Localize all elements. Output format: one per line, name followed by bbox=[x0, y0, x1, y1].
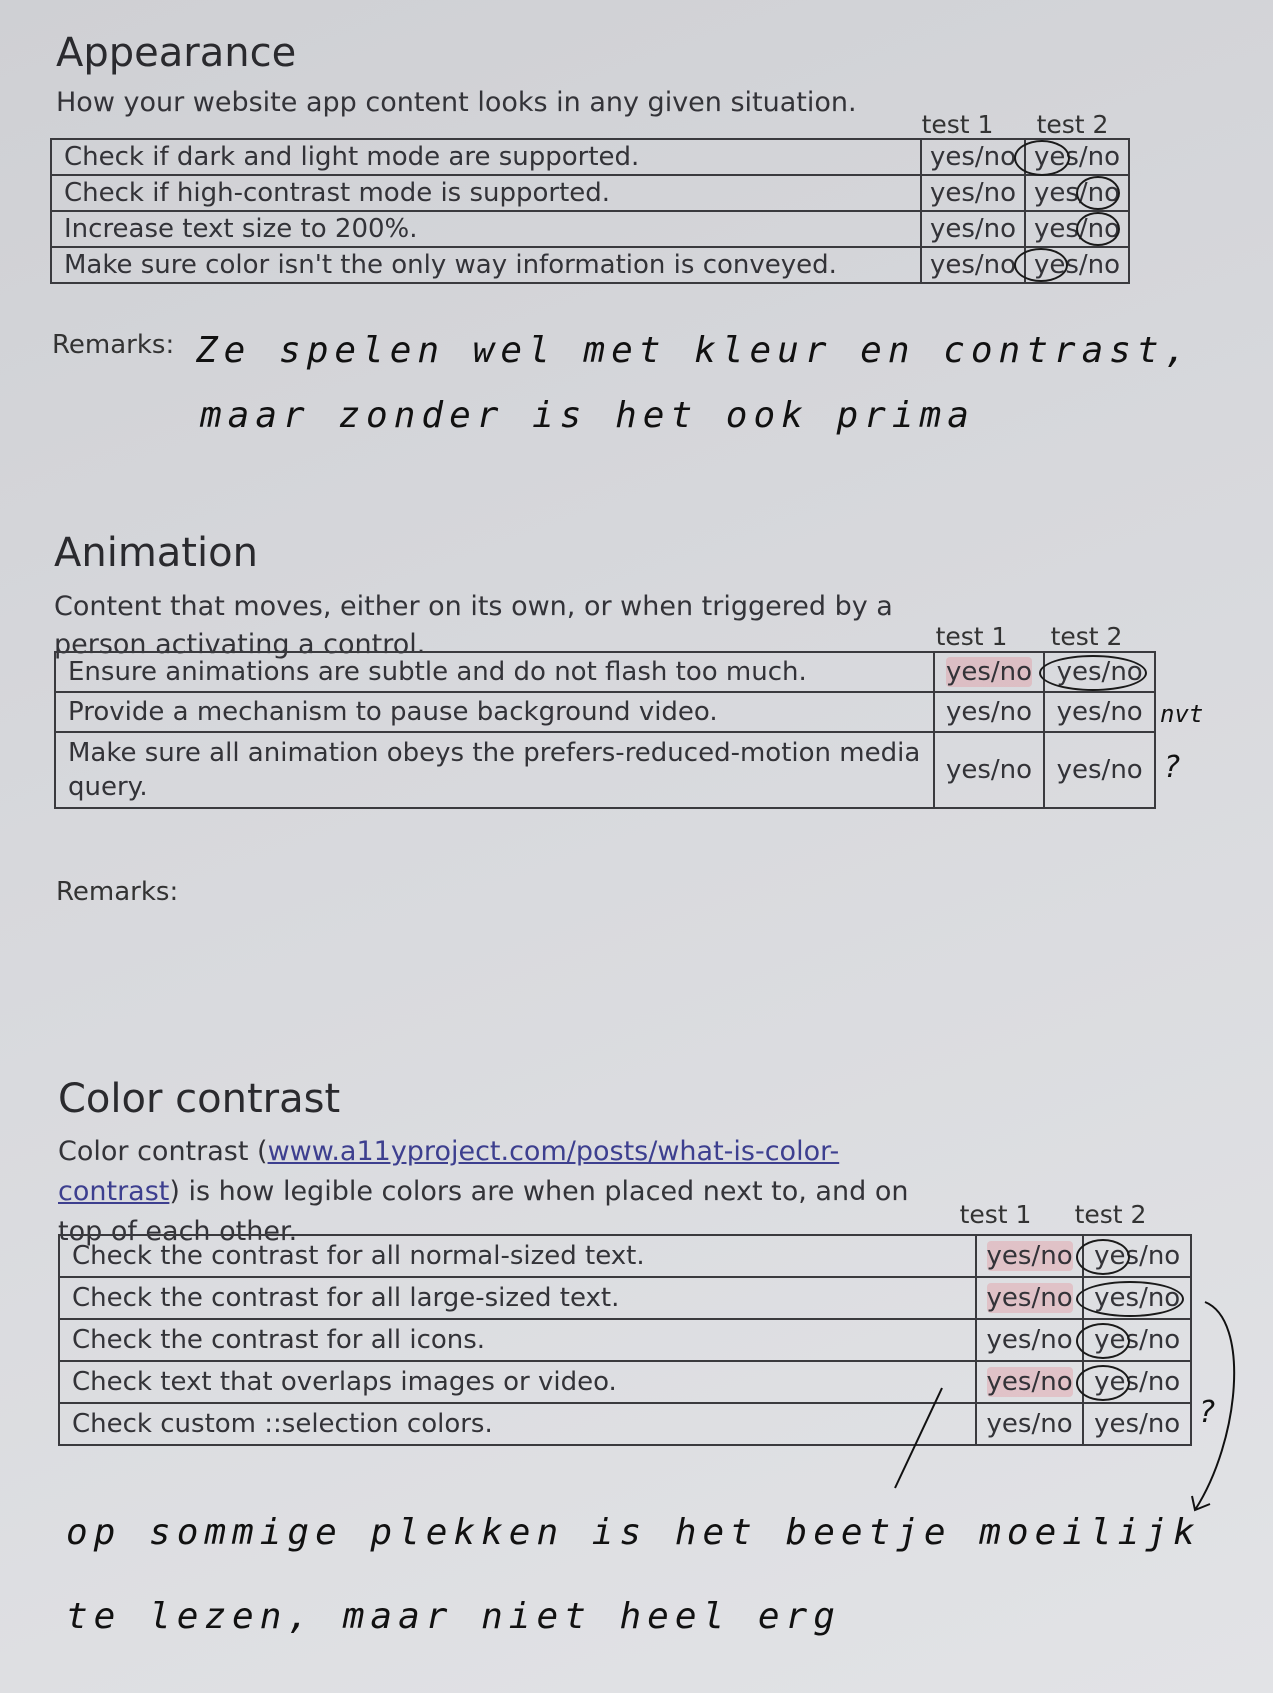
test2-answer[interactable] bbox=[1025, 247, 1129, 283]
handwritten-note-nvt: nvt bbox=[1160, 700, 1204, 728]
test2-answer[interactable] bbox=[1083, 1361, 1191, 1403]
check-text: Check if dark and light mode are supported. bbox=[51, 139, 921, 175]
handwritten-remark-line1: Ze spelen wel met kleur en contrast, bbox=[196, 330, 1193, 371]
handwritten-remark-line1: op sommige plekken is het beetje moeilijk bbox=[66, 1512, 1201, 1553]
check-text: Check the contrast for all normal-sized text. bbox=[59, 1235, 976, 1277]
test1-answer[interactable]: yes/no bbox=[921, 175, 1025, 211]
test2-value: yes/no bbox=[1033, 214, 1121, 244]
test1-value: yes/no bbox=[986, 1367, 1073, 1397]
appearance-title: Appearance bbox=[56, 30, 297, 76]
table-row bbox=[59, 1361, 1191, 1403]
test1-answer[interactable] bbox=[976, 1361, 1084, 1403]
test1-answer[interactable] bbox=[934, 652, 1045, 692]
test1-answer[interactable]: yes/no bbox=[934, 732, 1045, 808]
handwritten-note-question: ? bbox=[1198, 1395, 1217, 1430]
a11y-project-link[interactable]: www.a11yproject.com/posts/what-is-color-contrast bbox=[58, 1136, 840, 1207]
check-text: Check if high-contrast mode is supported. bbox=[51, 175, 921, 211]
test1-answer[interactable]: yes/no bbox=[976, 1319, 1084, 1361]
test2-answer[interactable]: yes/no bbox=[1044, 732, 1155, 808]
animation-description-line2: person activating a control. bbox=[54, 629, 426, 660]
table-row bbox=[51, 247, 1129, 283]
test1-answer[interactable]: yes/no bbox=[921, 247, 1025, 283]
test1-answer[interactable]: yes/no bbox=[921, 139, 1025, 175]
animation-section bbox=[54, 530, 893, 664]
test2-value: yes/no bbox=[1056, 657, 1143, 687]
test2-answer[interactable] bbox=[1025, 175, 1129, 211]
handwritten-remark-line2: te lezen, maar niet heel erg bbox=[66, 1596, 841, 1637]
animation-title: Animation bbox=[54, 530, 258, 576]
test1-answer[interactable]: yes/no bbox=[921, 211, 1025, 247]
appearance-section bbox=[56, 30, 857, 122]
description-suffix: ) is how legible colors are when placed next to, and on top of each other. bbox=[58, 1176, 909, 1247]
color-contrast-table bbox=[58, 1234, 1192, 1446]
table-row bbox=[59, 1403, 1191, 1445]
test2-answer[interactable] bbox=[1025, 139, 1129, 175]
test2-answer[interactable] bbox=[1083, 1319, 1191, 1361]
table-row bbox=[55, 652, 1155, 692]
test2-header: test 2 bbox=[1050, 622, 1123, 651]
animation-description-line1: Content that moves, either on its own, or when triggered by a bbox=[54, 591, 893, 622]
test2-header: test 2 bbox=[1036, 110, 1109, 139]
table-row bbox=[59, 1235, 1191, 1277]
test1-answer[interactable] bbox=[976, 1235, 1084, 1277]
arrow-head bbox=[1192, 1496, 1210, 1510]
check-text: Provide a mechanism to pause background video. bbox=[55, 692, 934, 732]
test2-value: yes/no bbox=[1033, 142, 1121, 172]
test1-value: yes/no bbox=[986, 1241, 1073, 1271]
handwritten-note-question: ? bbox=[1163, 750, 1182, 785]
check-text: Check text that overlaps images or video. bbox=[59, 1361, 976, 1403]
table-row bbox=[55, 732, 1155, 808]
table-row bbox=[59, 1277, 1191, 1319]
check-text: Check the contrast for all large-sized text. bbox=[59, 1277, 976, 1319]
animation-remarks-label: Remarks: bbox=[56, 877, 179, 907]
test2-answer[interactable] bbox=[1025, 211, 1129, 247]
handwritten-remark-line2: maar zonder is het ook prima bbox=[200, 395, 975, 436]
test2-value: yes/no bbox=[1033, 250, 1121, 280]
test2-header: test 2 bbox=[1074, 1200, 1147, 1229]
test1-answer[interactable]: yes/no bbox=[934, 692, 1045, 732]
check-text: Check the contrast for all icons. bbox=[59, 1319, 976, 1361]
color-contrast-title: Color contrast bbox=[58, 1076, 341, 1122]
test2-value: yes/no bbox=[1094, 1325, 1181, 1355]
animation-table bbox=[54, 651, 1156, 809]
appearance-test-headers bbox=[900, 110, 1130, 139]
test2-answer[interactable] bbox=[1083, 1235, 1191, 1277]
test2-answer[interactable] bbox=[1044, 652, 1155, 692]
color-contrast-test-headers bbox=[938, 1200, 1168, 1229]
table-row bbox=[51, 139, 1129, 175]
table-row bbox=[59, 1319, 1191, 1361]
appearance-table bbox=[50, 138, 1130, 284]
test1-answer[interactable]: yes/no bbox=[976, 1403, 1084, 1445]
test2-answer[interactable]: yes/no bbox=[1083, 1403, 1191, 1445]
table-row bbox=[51, 211, 1129, 247]
appearance-remarks bbox=[52, 330, 174, 360]
test2-value: yes/no bbox=[1094, 1241, 1181, 1271]
test1-header: test 1 bbox=[959, 1200, 1032, 1229]
color-contrast-section bbox=[58, 1076, 938, 1252]
remarks-label: Remarks: bbox=[52, 330, 175, 360]
test1-header: test 1 bbox=[935, 622, 1008, 651]
test1-value: yes/no bbox=[945, 657, 1033, 687]
test1-answer[interactable] bbox=[976, 1277, 1084, 1319]
test1-header: test 1 bbox=[921, 110, 994, 139]
check-text: Increase text size to 200%. bbox=[51, 211, 921, 247]
test2-answer[interactable]: yes/no bbox=[1044, 692, 1155, 732]
table-row bbox=[55, 692, 1155, 732]
check-text: Ensure animations are subtle and do not flash too much. bbox=[55, 652, 934, 692]
test1-value: yes/no bbox=[986, 1283, 1073, 1313]
table-row bbox=[51, 175, 1129, 211]
check-text: Check custom ::selection colors. bbox=[59, 1403, 976, 1445]
animation-test-headers bbox=[914, 622, 1144, 651]
test2-value: yes/no bbox=[1094, 1367, 1181, 1397]
check-text: Make sure all animation obeys the prefers-reduced-motion media query. bbox=[55, 732, 934, 808]
test2-value: yes/no bbox=[1094, 1283, 1181, 1313]
appearance-description: How your website app content looks in any given situation. bbox=[56, 87, 857, 118]
check-text: Make sure color isn't the only way information is conveyed. bbox=[51, 247, 921, 283]
test2-answer[interactable] bbox=[1083, 1277, 1191, 1319]
description-prefix: Color contrast ( bbox=[58, 1136, 268, 1167]
test2-value: yes/no bbox=[1033, 178, 1121, 208]
